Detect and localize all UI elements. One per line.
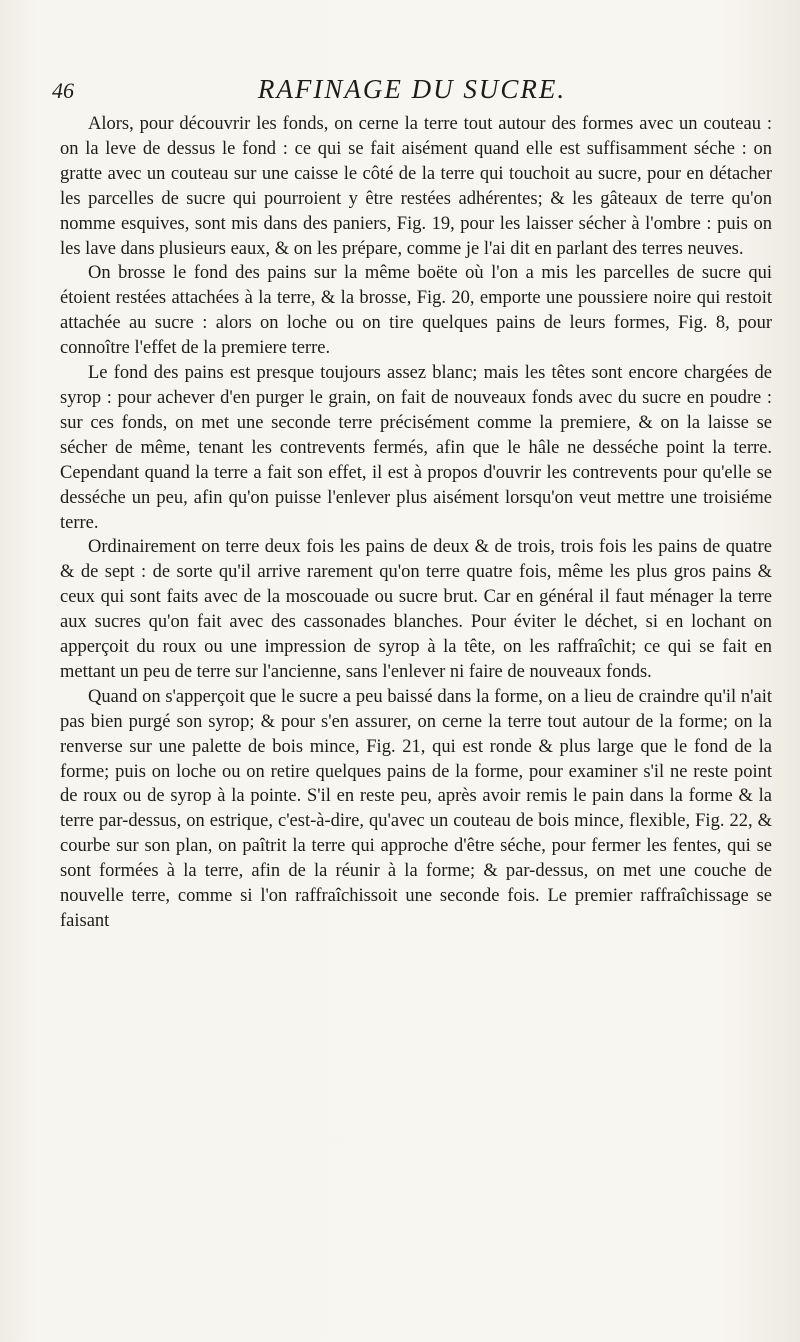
running-title: RAFINAGE DU SUCRE. — [257, 74, 567, 104]
page-number: 46 — [52, 78, 74, 103]
paragraph-2: On brosse le fond des pains sur la même boëte où l'on a mis les parcelles de sucre qui étoient restées attachées à la terre, & la brosse, Fig. 20, emporte une poussiere noire qui restoit attachée au sucre : alors on loche ou on tire quelques pains de leurs formes, Fig. 8, pour connoître l'effet de la premiere terre. — [60, 263, 772, 359]
page-header — [52, 74, 772, 114]
paragraph-1: Alors, pour découvrir les fonds, on cerne la terre tout autour des formes avec un couteau : on la leve de dessus le fond : ce qui se fait aisément quand elle est suffisamment séche : on gratte avec un couteau sur une caisse le côté de la terre qui touchoit au sucre, pour en détacher les parcelles de sucre qui pourroient y être restées adhérentes; & les gâteaux de terre qu'on nomme esquives, sont mis dans des paniers, Fig. 19, pour les laisser sécher à l'ombre : puis on les lave dans plusieurs eaux, & on les prépare, comme je l'ai dit en parlant des terres neuves. — [60, 114, 772, 259]
paragraph-4: Ordinairement on terre deux fois les pains de deux & de trois, trois fois les pains de quatre & de sept : de sorte qu'il arrive rarement qu'on terre quatre fois, même les plus gros pains & ceux qui sont faits avec de la moscouade ou sucre brut. Car en général il faut ménager la terre aux sucres qu'on fait avec des cassonades blanches. Pour éviter le déchet, si en lochant on apperçoit du roux ou une impression de syrop à la tête, on les raffraîchit; ce qui se fait en mettant un peu de terre sur l'ancienne, sans l'enlever ni faire de nouveaux fonds. — [60, 537, 772, 682]
paragraph-5: Quand on s'apperçoit que le sucre a peu baissé dans la forme, on a lieu de craindre qu'il n'ait pas bien purgé son syrop; & pour s'en assurer, on cerne la terre tout autour de la forme; on la renverse sur une palette de bois mince, Fig. 21, qui est ronde & plus large que le fond de la forme; puis on loche ou on retire quelques pains de la forme, pour examiner s'il ne reste point de roux ou de syrop à la pointe. S'il en reste peu, après avoir remis le pain dans la forme & la terre par-dessus, on estrique, c'est-à-dire, qu'avec un couteau de bois mince, flexible, Fig. 22, & courbe sur son plan, on paîtrit la terre qui approche d'être séche, pour fermer les fentes, qui se sont formées à la terre, afin de la réunir à la forme; & par-dessus, on met une couche de nouvelle terre, comme si l'on raffraîchissoit une seconde fois. Le premier raffraîchissage se faisant — [60, 686, 772, 931]
paragraph-3: Le fond des pains est presque toujours assez blanc; mais les têtes sont encore chargées de syrop : pour achever d'en purger le grain, on fait de nouveaux fonds avec du sucre en poudre : sur ces fonds, on met une seconde terre précisément comme la premiere, & on la laisse se sécher de même, tenant les contrevents fermés, afin que le hâle ne desséche point la terre. Cependant quand la terre a fait son effet, il est à propos d'ouvrir les contrevents pour qu'elle se desséche un peu, afin qu'on puisse l'enlever plus aisément lorsqu'on veut mettre une troisiéme terre. — [60, 363, 772, 533]
body-text — [60, 112, 772, 934]
